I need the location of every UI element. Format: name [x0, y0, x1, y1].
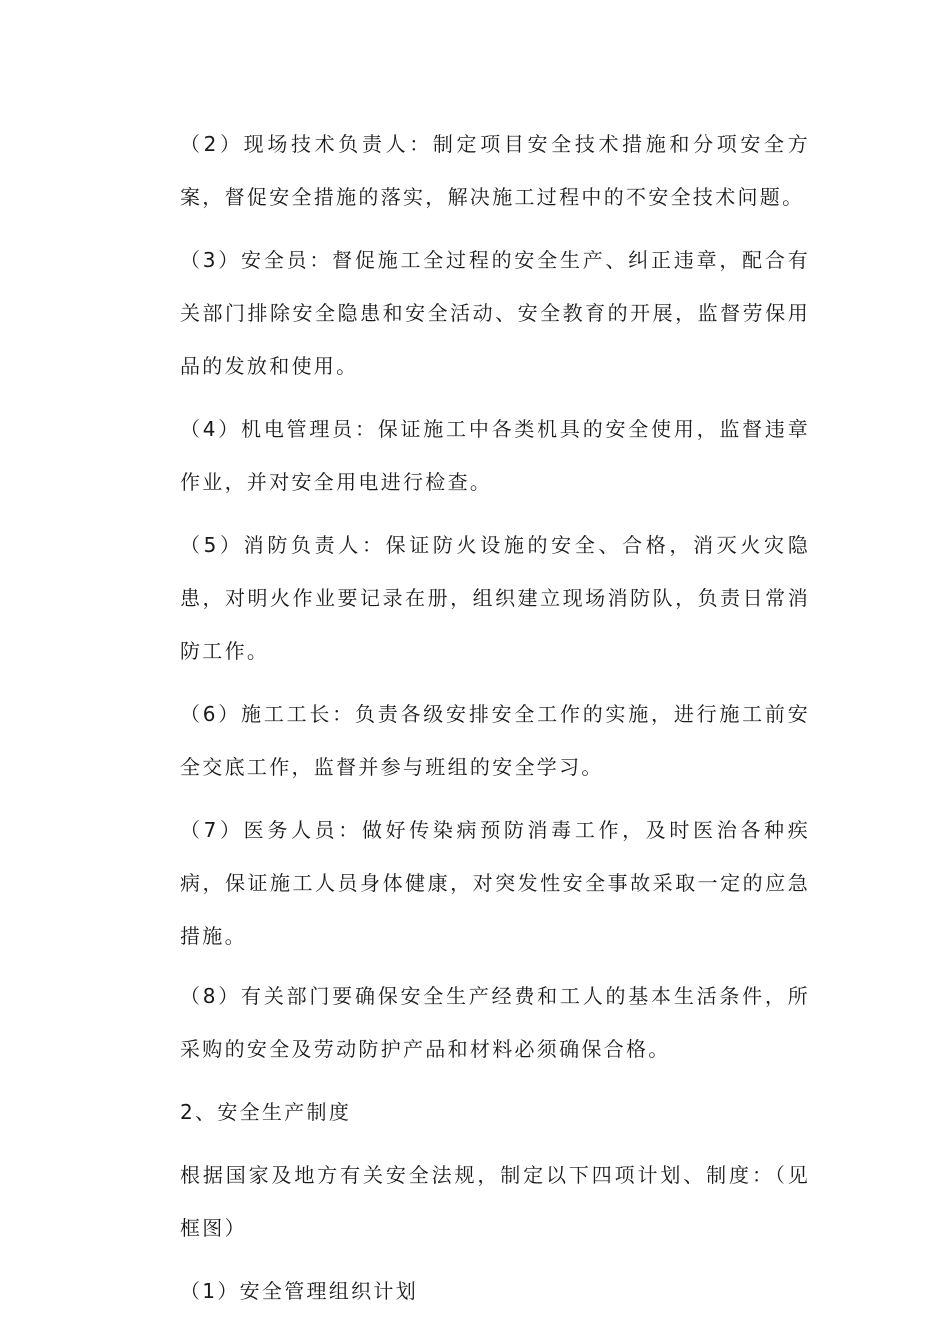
list-item-organization-plan: （1）安全管理组织计划	[180, 1279, 419, 1303]
paragraph-relevant-departments: （8）有关部门要确保安全生产经费和工人的基本生活条件，所采购的安全及劳动防护产品和材料必须确保合格。	[180, 984, 810, 1061]
section-heading-safety-system: 2、安全生产制度	[180, 1100, 352, 1124]
document-body	[180, 118, 810, 1328]
paragraph-construction-foreman: （6）施工工长：负责各级安排安全工作的实施，进行施工前安全交底工作，监督并参与班组的安全学习。	[180, 702, 810, 779]
paragraph-fire-safety-lead: （5）消防负责人：保证防火设施的安全、合格，消灭火灾隐患，对明火作业要记录在册，组织建立现场消防队，负责日常消防工作。	[180, 533, 810, 663]
paragraph-medical-staff: （7）医务人员：做好传染病预防消毒工作，及时医治各种疾病，保证施工人员身体健康，对突发性安全事故采取一定的应急措施。	[180, 818, 810, 948]
paragraph-safety-officer: （3）安全员：督促施工全过程的安全生产、纠正违章，配合有关部门排除安全隐患和安全活动、安全教育的开展，监督劳保用品的发放和使用。	[180, 248, 810, 378]
paragraph-regulations-intro: 根据国家及地方有关安全法规，制定以下四项计划、制度：（见框图）	[180, 1163, 810, 1240]
paragraph-technical-lead: （2）现场技术负责人：制定项目安全技术措施和分项安全方案，督促安全措施的落实，解决施工过程中的不安全技术问题。	[180, 132, 810, 209]
paragraph-electromechanical-manager: （4）机电管理员：保证施工中各类机具的安全使用，监督违章作业，并对安全用电进行检查。	[180, 417, 810, 494]
